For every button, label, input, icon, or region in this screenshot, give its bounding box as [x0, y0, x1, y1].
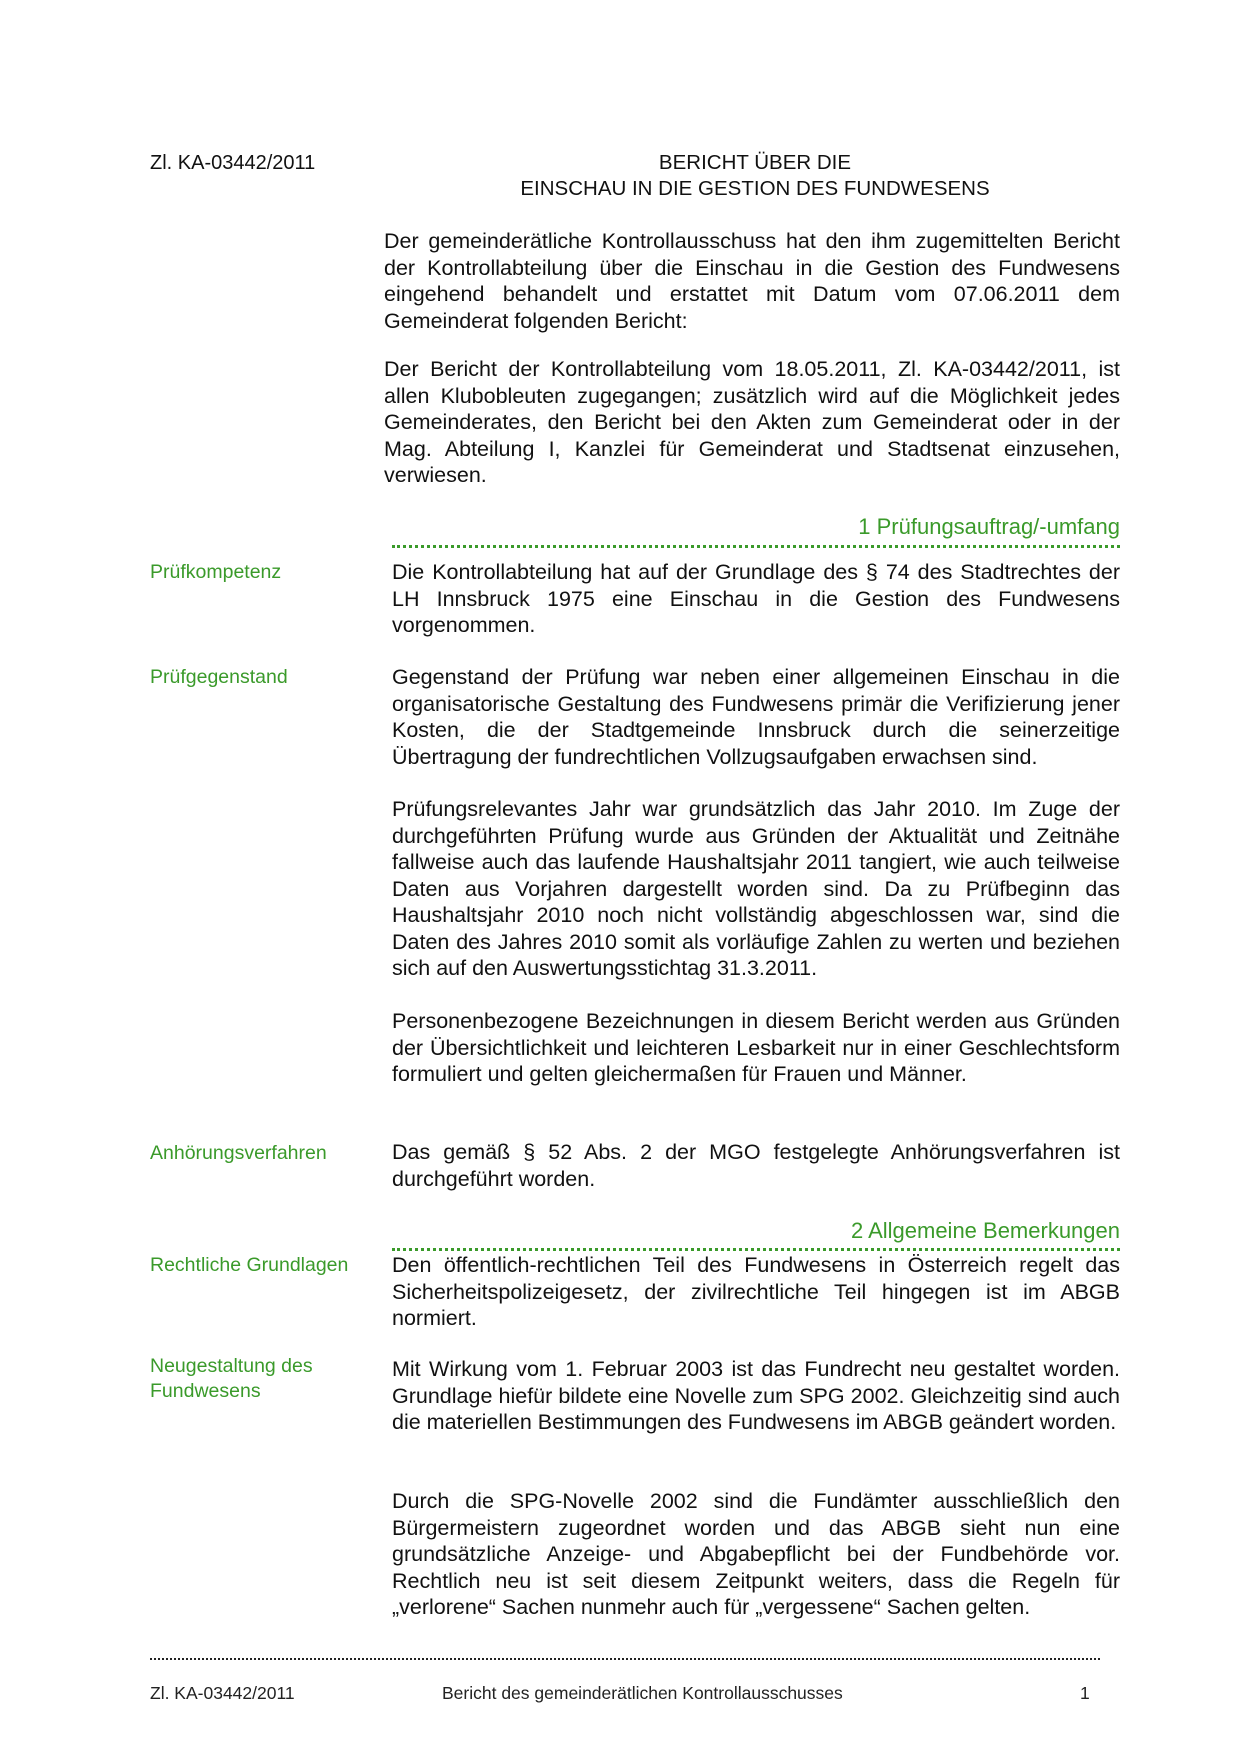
margin-label-rechtliche-grundlagen: Rechtliche Grundlagen	[150, 1254, 349, 1276]
margin-label-pruefkompetenz: Prüfkompetenz	[150, 561, 282, 583]
text-pruefgegenstand-1: Gegenstand der Prüfung war neben einer allgemeinen Einschau in die organisatorische Gestaltung des Fundwesens primär die Verifizierung jener Kosten, die der Stadtgemeinde Innsbruck durch die seinerzeitige Übertragung der fundrechtlichen Vollzugsaufgaben erwachsen sind.	[392, 665, 1120, 769]
footer-divider	[150, 1658, 1100, 1660]
document-title-line-1: BERICHT ÜBER DIE	[658, 151, 852, 174]
text-pruefgegenstand-2: Prüfungsrelevantes Jahr war grundsätzlich das Jahr 2010. Im Zuge der durchgeführten Prüfung wurde aus Gründen der Aktualität und Zeitnähe fallweise auch das laufende Haushaltsjahr 2011 tangiert, wie auch teilweise Daten aus Vorjahren dargestellt worden sind. Da zu Prüfbeginn das Haushaltsjahr 2010 noch nicht vollständig abgeschlossen war, sind die Daten des Jahres 2010 somit als vorläufige Zahlen zu werten und beziehen sich auf den Auswertungsstichtag 31.3.2011.	[392, 797, 1120, 980]
section-1-divider	[392, 545, 1120, 548]
text-neugestaltung-2: Durch die SPG-Novelle 2002 sind die Fundämter ausschließlich den Bürgermeistern zugeordnet worden und das ABGB sieht nun eine grundsätzliche Anzeige- und Abgabepflicht bei der Fundbehörde vor. Rechtlich neu ist seit diesem Zeitpunkt weiters, dass die Regeln für „verlorene“ Sachen nunmehr auch für „vergessene“ Sachen gelten.	[392, 1489, 1120, 1619]
document-title	[390, 150, 1120, 202]
text-neugestaltung-1: Mit Wirkung vom 1. Februar 2003 ist das Fundrecht neu gestaltet worden. Grundlage hiefür bildete eine Novelle zum SPG 2002. Gleichzeitig sind auch die materiellen Bestimmungen des Fundwesens im ABGB geändert worden.	[392, 1357, 1120, 1434]
text-anhoerungsverfahren: Das gemäß § 52 Abs. 2 der MGO festgelegte Anhörungsverfahren ist durchgeführt worden.	[392, 1140, 1120, 1191]
section-2-divider	[392, 1248, 1120, 1251]
footer-reference: Zl. KA-03442/2011	[150, 1683, 295, 1703]
section-2-heading: 2 Allgemeine Bemerkungen	[850, 1218, 1120, 1243]
margin-label-neugestaltung: Neugestaltung des Fundwesens	[150, 1355, 313, 1402]
page-number: 1	[1080, 1683, 1090, 1703]
intro-paragraph-1: Der gemeinderätliche Kontrollausschuss hat den ihm zugemittelten Bericht der Kontrollabteilung über die Einschau in die Gestion des Fundwesens eingehend behandelt und erstattet mit Datum vom 07.06.2011 dem Gemeinderat folgenden Bericht:	[384, 229, 1120, 333]
text-pruefgegenstand-3: Personenbezogene Bezeichnungen in diesem Bericht werden aus Gründen der Übersichtlichkeit und leichteren Lesbarkeit nur in einer Geschlechtsform formuliert und gelten gleichermaßen für Frauen und Männer.	[392, 1009, 1120, 1086]
header-reference: Zl. KA-03442/2011	[150, 152, 316, 174]
document-title-line-2: EINSCHAU IN DIE GESTION DES FUNDWESENS	[520, 177, 990, 200]
margin-label-anhoerungsverfahren: Anhörungsverfahren	[150, 1142, 327, 1164]
footer-title: Bericht des gemeinderätlichen Kontrollausschusses	[442, 1683, 843, 1703]
intro-paragraph-2: Der Bericht der Kontrollabteilung vom 18.05.2011, Zl. KA-03442/2011, ist allen Klubobleuten zugegangen; zusätzlich wird auf die Möglichkeit jedes Gemeinderates, den Bericht bei den Akten zum Gemeinderat oder in der Mag. Abteilung I, Kanzlei für Gemeinderat und Stadtsenat einzusehen, verwiesen.	[384, 357, 1120, 487]
section-1-heading: 1 Prüfungsauftrag/-umfang	[858, 514, 1120, 539]
text-pruefkompetenz: Die Kontrollabteilung hat auf der Grundlage des § 74 des Stadtrechtes der LH Innsbruck 1975 eine Einschau in die Gestion des Fundwesens vorgenommen.	[392, 560, 1120, 637]
text-rechtliche-grundlagen: Den öffentlich-rechtlichen Teil des Fundwesens in Österreich regelt das Sicherheitspolizeigesetz, der zivilrechtliche Teil hingegen ist im ABGB normiert.	[392, 1253, 1120, 1330]
margin-label-pruefgegenstand: Prüfgegenstand	[150, 666, 288, 688]
